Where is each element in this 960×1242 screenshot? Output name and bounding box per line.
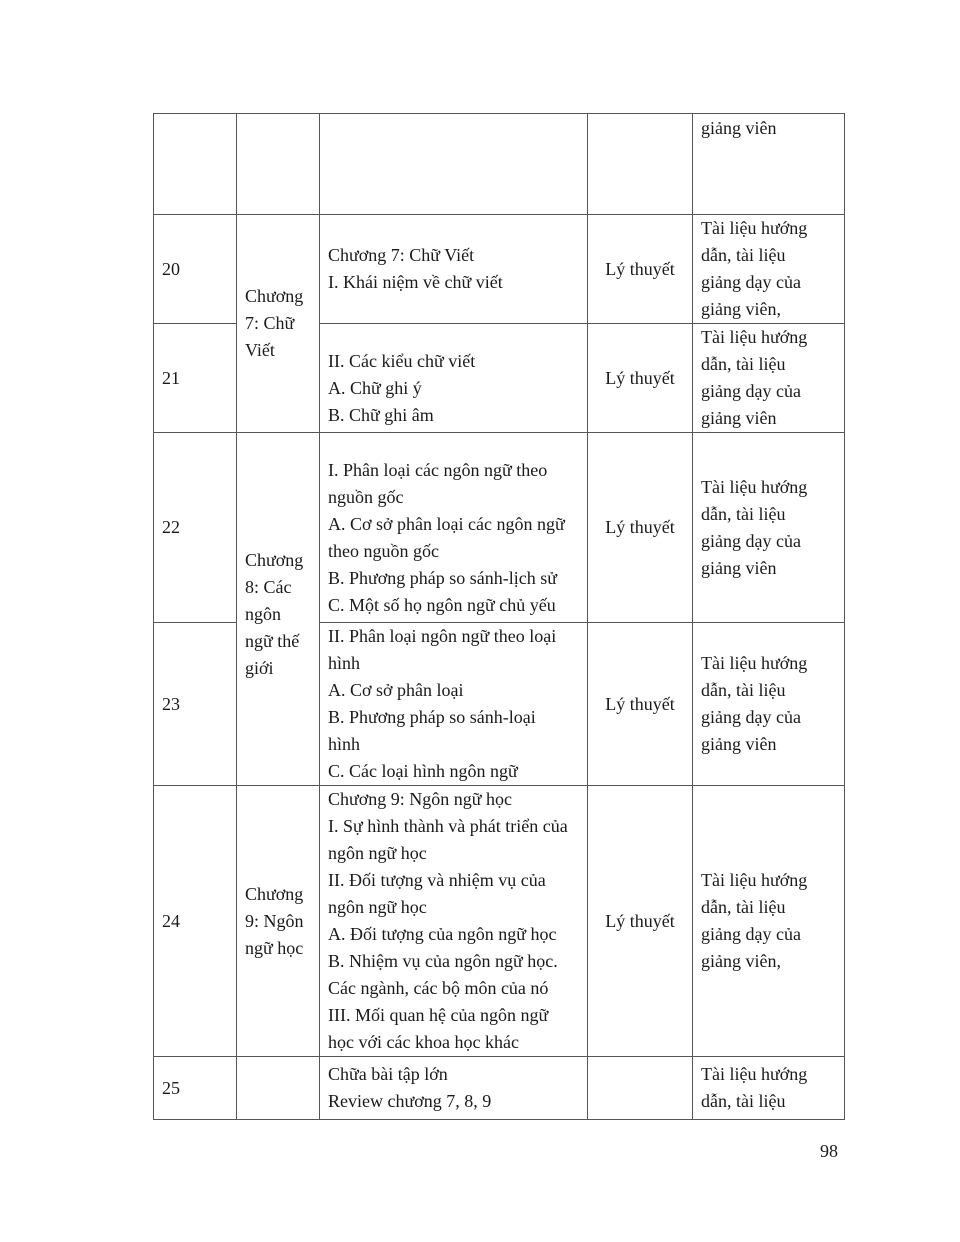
table-cell-type [587,113,693,215]
content-text: I. Phân loại các ngôn ngữ theo nguồn gốc A. Cơ sở phân loại các ngôn ngữ theo nguồn gốc B. Phương pháp so sánh-lịch sử C. Một số họ ngôn ngữ chủ yếu [328,459,565,615]
table-cell-no [153,214,237,324]
table-cell-materials [692,785,845,1057]
materials-text: giảng viên [701,118,777,138]
type-text: Lý thuyết [605,258,675,279]
table-cell-no [153,432,237,623]
row-number: 21 [162,367,180,388]
content-text: Chữa bài tập lớn Review chương 7, 8, 9 [328,1064,492,1111]
table-cell-type [587,323,693,433]
content-text: Chương 9: Ngôn ngữ học I. Sự hình thành và phát triển của ngôn ngữ học II. Đối tượng và nhiệm vụ của ngôn ngữ học A. Đối tượng của ngôn ngữ học B. Nhiệm vụ của ngôn ngữ học. Các ngành, các bộ môn của nó III. Mối quan hệ của ngôn ngữ học với các khoa học khác [328,789,568,1052]
row-number: 25 [162,1077,180,1098]
content-text: Chương 7: Chữ Viết I. Khái niệm về chữ viết [328,245,503,292]
row-number: 24 [162,910,180,931]
table-cell-materials [692,1056,845,1120]
table-cell-content [319,113,588,215]
type-text: Lý thuyết [605,693,675,714]
materials-text: Tài liệu hướng dẫn, tài liệu [701,1064,808,1111]
table-cell-materials [692,113,845,215]
table-cell-materials [692,323,845,433]
table-cell-chapter [236,113,320,215]
table-cell-content [319,1056,588,1120]
table-cell-type [587,622,693,786]
materials-text: Tài liệu hướng dẫn, tài liệu giảng dạy của giảng viên [701,476,808,578]
table-cell-no [153,622,237,786]
table-cell-content [319,214,588,324]
materials-text: Tài liệu hướng dẫn, tài liệu giảng dạy của giảng viên [701,653,808,754]
table-cell-no [153,323,237,433]
content-text: II. Các kiểu chữ viết A. Chữ ghi ý B. Chữ ghi âm [328,350,476,425]
table-cell-no [153,1056,237,1120]
chapter-text: Chương 8: Các ngôn ngữ thế giới [245,549,304,678]
table-cell-chapter [236,214,320,433]
table-cell-content [319,323,588,433]
table-cell-type [587,432,693,623]
table-cell-content [319,622,588,786]
table-cell-chapter [236,785,320,1057]
type-text: Lý thuyết [605,367,675,388]
table-cell-type [587,1056,693,1120]
table-cell-content [319,785,588,1057]
chapter-text: Chương 9: Ngôn ngữ học [245,883,304,958]
table-cell-no [153,785,237,1057]
page-number: 98 [820,1141,838,1161]
table-cell-materials [692,214,845,324]
table-cell-content [319,432,588,623]
row-number: 23 [162,693,180,714]
table-cell-chapter [236,432,320,786]
row-number: 20 [162,258,180,279]
table-cell-type [587,214,693,324]
type-text: Lý thuyết [605,517,675,537]
table-cell-chapter [236,1056,320,1120]
table-cell-materials [692,432,845,623]
materials-text: Tài liệu hướng dẫn, tài liệu giảng dạy của giảng viên, [701,218,808,319]
table-cell-type [587,785,693,1057]
table-cell-materials [692,622,845,786]
materials-text: Tài liệu hướng dẫn, tài liệu giảng dạy của giảng viên [701,327,808,428]
table-cell-no [153,113,237,215]
content-text: II. Phân loại ngôn ngữ theo loại hình A. Cơ sở phân loại B. Phương pháp so sánh-loại hình C. Các loại hình ngôn ngữ [328,626,557,781]
type-text: Lý thuyết [605,910,675,931]
materials-text: Tài liệu hướng dẫn, tài liệu giảng dạy của giảng viên, [701,870,808,971]
row-number: 22 [162,517,180,537]
chapter-text: Chương 7: Chữ Viết [245,286,304,360]
